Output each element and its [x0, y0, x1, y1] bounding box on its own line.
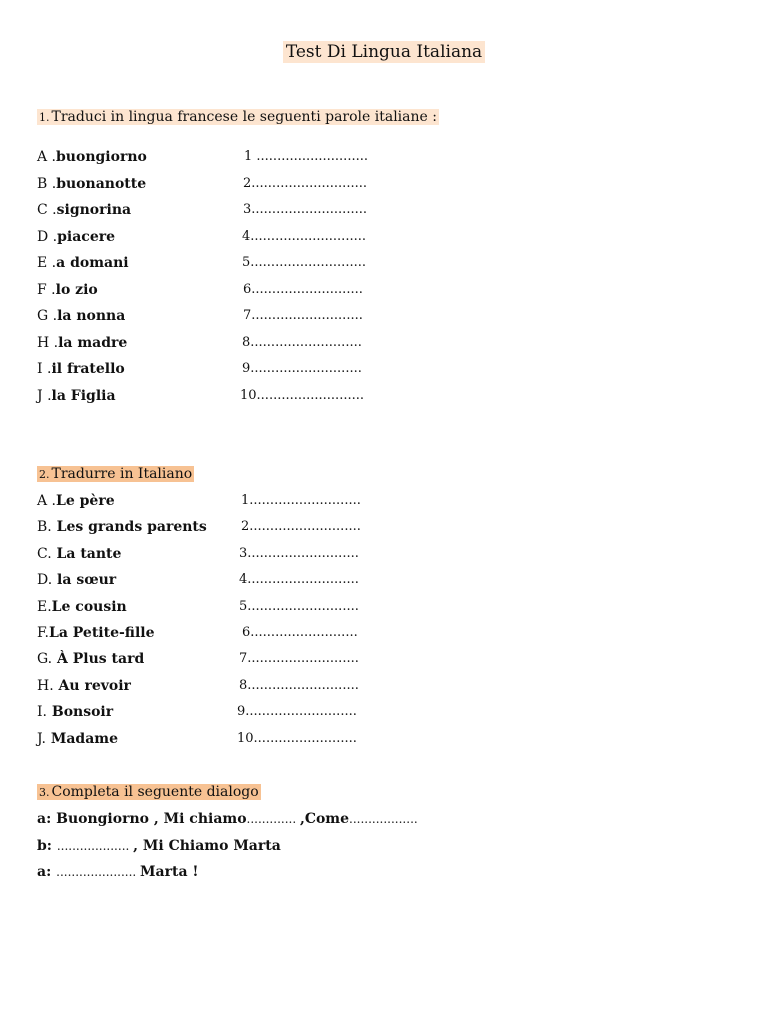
item-word: buongiorno	[56, 149, 147, 165]
section-3-heading-text: Completa il seguente dialogo	[51, 784, 259, 800]
answer-blank[interactable]: 4............................	[242, 228, 366, 244]
dialogue-text: ,Come	[299, 811, 350, 827]
item-letter: A .	[37, 493, 57, 509]
page-title	[0, 41, 768, 63]
dialogue-blank[interactable]: .....................	[56, 865, 141, 879]
answer-blank[interactable]: 5............................	[242, 255, 366, 270]
section-2-item	[37, 596, 737, 618]
item-word: lo zio	[55, 281, 98, 298]
answer-blank[interactable]: 2...........................	[241, 519, 361, 535]
dialogue-text: Marta !	[140, 864, 199, 880]
answer-blank[interactable]: 2............................	[243, 175, 367, 191]
dialogue-blank[interactable]: ...................	[56, 838, 134, 853]
item-letter: I .	[37, 361, 52, 377]
item-word: Madame	[45, 730, 119, 747]
answer-blank[interactable]: 4...........................	[239, 572, 359, 588]
item-word: la sœur	[52, 572, 117, 589]
section-2-item	[37, 569, 737, 591]
item-word: la Figlia	[51, 387, 116, 404]
section-1-heading-text: Traduci in lingua francese le seguenti parole italiane :	[51, 109, 437, 125]
answer-blank[interactable]: 9...........................	[237, 704, 357, 720]
item-word: Le père	[56, 493, 115, 509]
item-word: a domani	[56, 255, 129, 271]
section-1-item	[37, 252, 737, 274]
item-letter: E .	[37, 255, 57, 271]
item-letter: B.	[37, 519, 52, 536]
item-word: il fratello	[51, 361, 125, 377]
answer-blank[interactable]: 1...........................	[241, 493, 361, 508]
answer-blank[interactable]: 8...........................	[239, 677, 359, 693]
answer-blank[interactable]: 10.........................	[237, 730, 357, 746]
section-3-heading	[37, 783, 261, 802]
section-2-item	[37, 490, 737, 512]
item-letter: H .	[37, 334, 59, 351]
section-3-number: 3.	[39, 786, 50, 799]
item-letter: D.	[37, 572, 53, 589]
dialogue-line	[37, 808, 418, 830]
item-word: Le cousin	[51, 598, 127, 615]
answer-blank[interactable]: 1 ...........................	[244, 149, 368, 164]
answer-blank[interactable]: 6..........................	[242, 625, 358, 640]
answer-blank[interactable]: 7...........................	[243, 308, 363, 323]
item-letter: E.	[37, 598, 52, 615]
item-word: signorina	[56, 202, 132, 218]
answer-blank[interactable]: 10..........................	[240, 387, 364, 403]
dialogue-text: b:	[37, 837, 57, 854]
section-2-heading	[37, 465, 194, 484]
item-letter: G.	[37, 651, 53, 668]
item-letter: H.	[37, 677, 54, 694]
section-2-item	[37, 701, 737, 723]
section-2-item	[37, 648, 737, 670]
section-2-item	[37, 675, 737, 697]
section-2-item	[37, 622, 737, 644]
item-word: Les grands parents	[51, 519, 207, 536]
item-letter: J .	[37, 387, 52, 404]
item-word: la madre	[58, 334, 128, 351]
section-2-item	[37, 543, 737, 565]
item-letter: J.	[37, 730, 46, 747]
item-word: buonanotte	[56, 175, 147, 192]
section-1-item	[37, 146, 737, 168]
dialogue-line	[37, 835, 281, 857]
answer-blank[interactable]: 9...........................	[242, 361, 362, 376]
dialogue-blank[interactable]: ..................	[349, 812, 418, 826]
section-2-item	[37, 728, 737, 750]
item-letter: D .	[37, 228, 58, 245]
answer-blank[interactable]: 7...........................	[239, 651, 359, 667]
dialogue-text: a: Buongiorno , Mi chiamo	[37, 811, 247, 827]
section-1-item	[37, 173, 737, 195]
section-1-item	[37, 199, 737, 221]
section-2-heading-text: Tradurre in Italiano	[51, 466, 193, 482]
section-1-heading	[37, 108, 439, 127]
section-1-item	[37, 358, 737, 380]
item-word: À Plus tard	[52, 651, 145, 668]
dialogue-text: , Mi Chiamo Marta	[133, 837, 281, 854]
answer-blank[interactable]: 5...........................	[239, 598, 359, 614]
item-letter: B .	[37, 175, 57, 192]
item-word: la nonna	[57, 308, 126, 324]
answer-blank[interactable]: 3...........................	[239, 545, 359, 561]
section-1-item	[37, 226, 737, 248]
section-1-item	[37, 385, 737, 407]
item-letter: A .	[37, 149, 57, 165]
item-letter: G .	[37, 308, 58, 324]
item-letter: F .	[37, 281, 56, 298]
item-word: Au revoir	[53, 677, 131, 694]
section-1-number: 1.	[39, 111, 50, 124]
title-text: Test Di Lingua Italiana	[283, 41, 485, 63]
answer-blank[interactable]: 3............................	[243, 202, 367, 217]
section-2-number: 2.	[39, 468, 50, 481]
dialogue-text: a:	[37, 864, 57, 880]
item-letter: F.	[37, 625, 49, 641]
section-2-item	[37, 516, 737, 538]
answer-blank[interactable]: 6...........................	[243, 281, 363, 297]
item-word: Bonsoir	[46, 704, 114, 721]
section-1-item	[37, 332, 737, 354]
item-letter: C.	[37, 545, 52, 562]
dialogue-line	[37, 861, 199, 883]
answer-blank[interactable]: 8...........................	[242, 334, 362, 350]
section-1-item	[37, 279, 737, 301]
item-word: La Petite-fille	[48, 625, 155, 641]
dialogue-blank[interactable]: .............	[246, 812, 300, 826]
item-word: La tante	[51, 545, 122, 562]
item-word: piacere	[57, 228, 116, 245]
item-letter: C .	[37, 202, 57, 218]
section-1-item	[37, 305, 737, 327]
item-letter: I.	[37, 704, 47, 721]
